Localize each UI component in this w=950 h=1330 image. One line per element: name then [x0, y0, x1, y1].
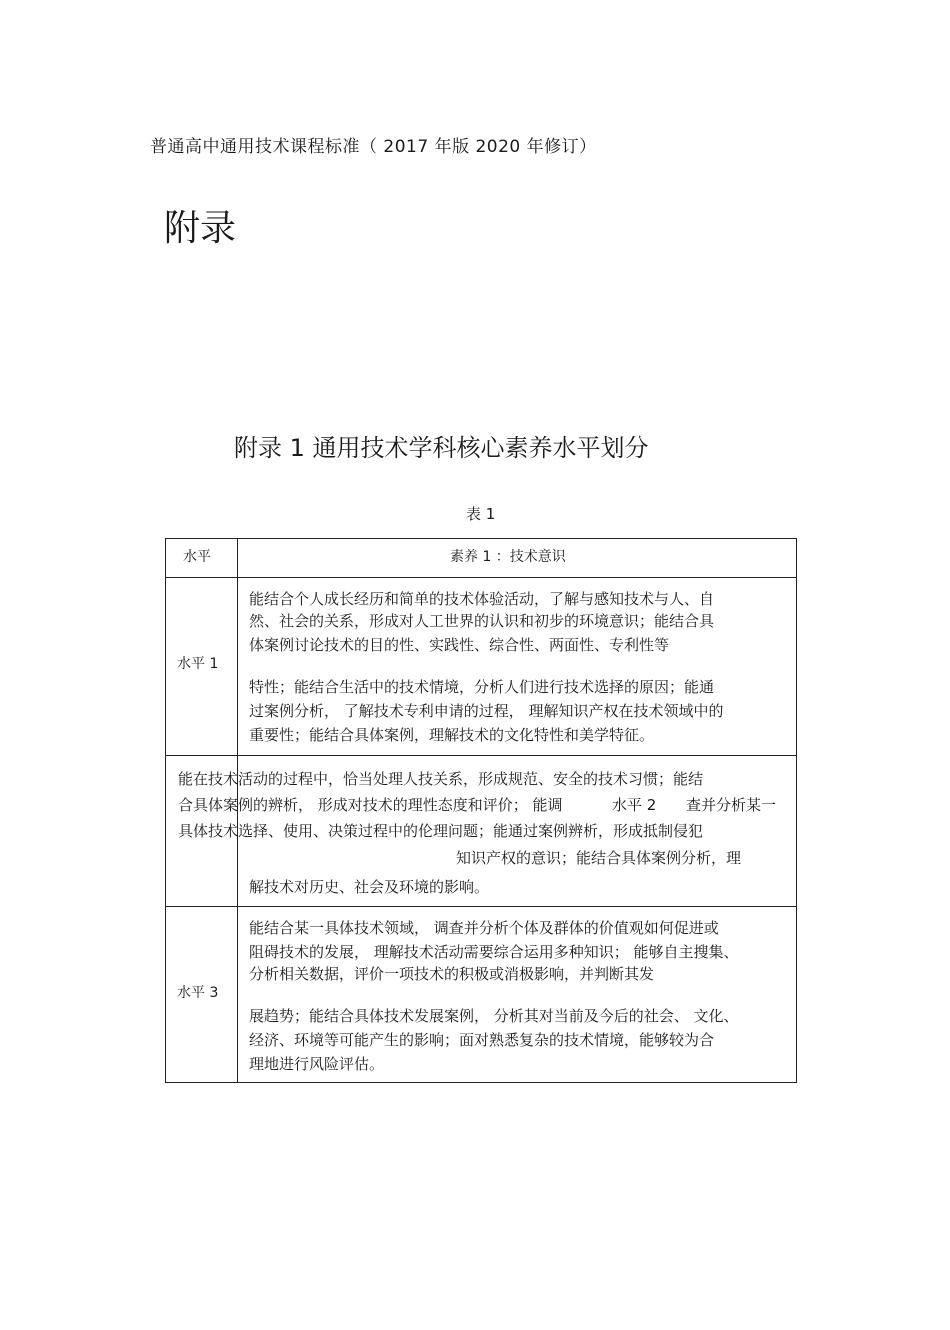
level-1-label: 水平 1 [177, 656, 219, 672]
level-1-line: 过案例分析， 了解技术专利申请的过程， 理解知识产权在技术领域中的 [249, 702, 724, 720]
level-2-line: 查并分析某一 [686, 796, 777, 814]
level-1-line: 特性；能结合生活中的技术情境，分析人们进行技术选择的原因；能通 [249, 678, 715, 696]
level-1-line: 重要性；能结合具体案例，理解技术的文化特性和美学特征。 [249, 726, 655, 744]
level-1-line: 然、社会的关系，形成对人工世界的认识和初步的环境意识；能结合具 [249, 612, 715, 630]
row-separator-1 [165, 755, 797, 756]
document-header: 普通高中通用技术课程标准（ 2017 年版 2020 年修订） [150, 137, 597, 157]
level-3-line: 理地进行风险评估。 [249, 1055, 385, 1073]
table-border-top [165, 538, 797, 539]
table-caption: 表 1 [466, 505, 496, 523]
level-3-line: 分析相关数据，评价一项技术的积极或消极影响，并判断其发 [249, 965, 655, 983]
level-2-line: 知识产权的意识；能结合具体案例分析，理 [456, 849, 742, 867]
column-header-literacy: 素养 1 ：技术意识 [450, 549, 566, 565]
level-3-line: 能结合某一具体技术领域， 调查并分析个体及群体的价值观如何促进或 [249, 919, 719, 937]
level-1-line: 体案例讨论技术的目的性、实践性、综合性、两面性、专利性等 [249, 636, 670, 654]
level-3-line: 展趋势；能结合具体技术发展案例， 分析其对当前及今后的社会、 文化、 [249, 1007, 739, 1025]
level-3-label: 水平 3 [177, 985, 219, 1001]
table-border-bottom [165, 1082, 797, 1083]
header-separator [165, 577, 797, 578]
level-3-line: 经济、环境等可能产生的影响；面对熟悉复杂的技术情境，能够较为合 [249, 1031, 715, 1049]
level-2-line: 能在技术活动的过程中，恰当处理人技关系，形成规范、安全的技术习惯；能结 [178, 770, 704, 788]
appendix-heading: 附录 [164, 208, 237, 249]
level-1-line: 能结合个人成长经历和简单的技术体验活动，了解与感知技术与人、自 [249, 590, 715, 608]
level-2-line: 具体技术选择、使用、决策过程中的伦理问题；能通过案例辨析，形成抵制侵犯 [178, 822, 704, 840]
level-2-line: 解技术对历史、社会及环境的影响。 [249, 878, 490, 896]
row-separator-2 [165, 906, 797, 907]
table-border-left [165, 538, 166, 1083]
column-header-level: 水平 [183, 549, 211, 565]
level-2-label: 水平 2 [612, 796, 657, 814]
section-title: 附录 1 通用技术学科核心素养水平划分 [234, 434, 649, 462]
level-2-line: 合具体案例的辨析， 形成对技术的理性态度和评价； 能调 [178, 796, 563, 814]
level-3-line: 阻碍技术的发展， 理解技术活动需要综合运用多种知识； 能够自主搜集、 [249, 943, 739, 961]
table-border-right [796, 538, 797, 1083]
